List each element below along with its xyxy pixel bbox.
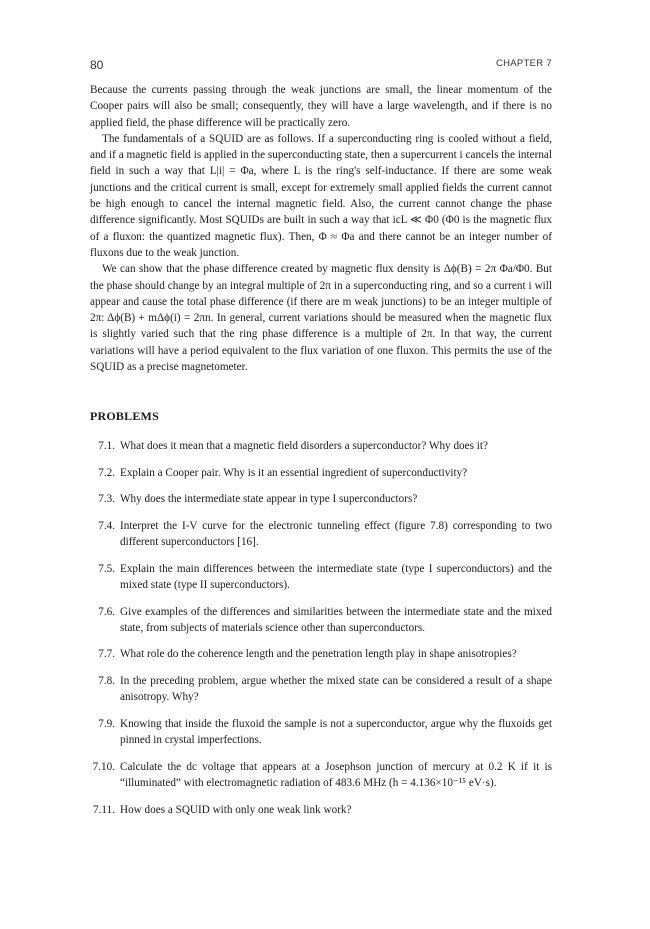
problem-text: In the preceding problem, argue whether the mixed state can be considered a result of a shape anisotropy. Why? [120,675,552,704]
problem-text: How does a SQUID with only one weak link work? [120,803,352,816]
problem-text: Calculate the dc voltage that appears at a Josephson junction of mercury at 0.2 K if it is “illuminated” with electromagnetic radiation of 483.6 MHz (h = 4.136×10⁻¹⁵ eV·s). [120,760,552,790]
problem-text: Explain the main differences between the intermediate state (type I superconductors) and the mixed state (type II superconductors). [120,562,552,591]
problem-number: 7.3. [98,493,115,506]
problem-text: Give examples of the differences and similarities between the intermediate state and the mixed state, from subjects of materials science other than superconductors. [120,605,552,634]
problem-number: 7.5. [98,562,115,575]
problem-number: 7.11. [93,803,115,816]
problem-item [90,802,552,818]
problem-number: 7.2. [98,466,115,479]
problem-item [90,518,552,551]
paragraph: The fundamentals of a SQUID are as follows. If a superconducting ring is cooled without a field, and if a magnetic field is applied in the superconducting state, then a supercurrent i cancels the internal field in such a way that L|i| = Φa, where L is the ring's self-inductance. If there are some weak junctions and the critical current is small, except for extremely small applied fields the current cannot be high enough to cancel the internal magnetic field. Also, the current cannot change the phase difference significantly. Most SQUIDs are built in such a way that icL ≪ Φ0 (Φ0 is the magnetic flux of a fluxon: the quantized magnetic flux). Then, Φ ≈ Φa and there cannot be an integer number of fluxons due to the weak junction. [90,132,552,259]
problem-text: What role do the coherence length and the penetration length play in shape anisotropies? [120,648,517,661]
problem-item [90,491,552,507]
paragraph: We can show that the phase difference created by magnetic flux density is Δϕ(B) = 2π Φa/Φ0. But the phase should change by an integral multiple of 2π in a superconducting ring, and so a current i will appear and cause the total phase difference (if there are m weak junctions) to be an integer multiple of 2π: Δϕ(B) + mΔϕ(i) = 2πn. In general, current variations should be measured when the magnetic flux is slightly varied such that the ring phase difference is a multiple of 2π. In that way, the current variations will have a period equivalent to the flux variation of one fluxon. This permits the use of the SQUID as a precise magnetometer. [90,263,552,374]
problem-number: 7.9. [98,717,115,730]
problem-item [90,759,552,792]
problem-number: 7.7. [98,648,115,661]
problems-heading: PROBLEMS [90,409,159,423]
body-text [90,82,552,375]
problem-item [90,716,552,749]
problem-item [90,646,552,662]
problem-number: 7.4. [98,519,115,532]
problem-item [90,561,552,594]
chapter-label: CHAPTER 7 [495,58,552,69]
problem-number: 7.1. [98,440,115,452]
problem-text: Knowing that inside the fluxoid the sample is not a superconductor, argue why the fluxoids get pinned in crystal imperfections. [120,717,552,747]
problem-number: 7.10. [92,760,115,773]
page-number: 80 [90,58,104,72]
paragraph: Because the currents passing through the weak junctions are small, the linear momentum of the Cooper pairs will also be small; consequently, they will have a large wavelength, and if there is no applied field, the phase difference will be practically zero. [90,84,552,129]
problem-number: 7.8. [98,675,115,688]
problems-list [90,438,552,828]
problem-item [90,673,552,706]
problem-item [90,465,552,481]
problem-number: 7.6. [98,605,115,618]
problem-text: What does it mean that a magnetic field disorders a superconductor? Why does it? [120,440,488,452]
running-head [90,58,552,74]
problem-text: Interpret the I-V curve for the electronic tunneling effect (figure 7.8) corresponding to two different superconductors [16]. [120,519,552,549]
problem-text: Explain a Cooper pair. Why is it an essential ingredient of superconductivity? [120,466,468,479]
problem-text: Why does the intermediate state appear in type I superconductors? [120,493,418,506]
problem-item [90,604,552,637]
problem-item [90,438,552,454]
